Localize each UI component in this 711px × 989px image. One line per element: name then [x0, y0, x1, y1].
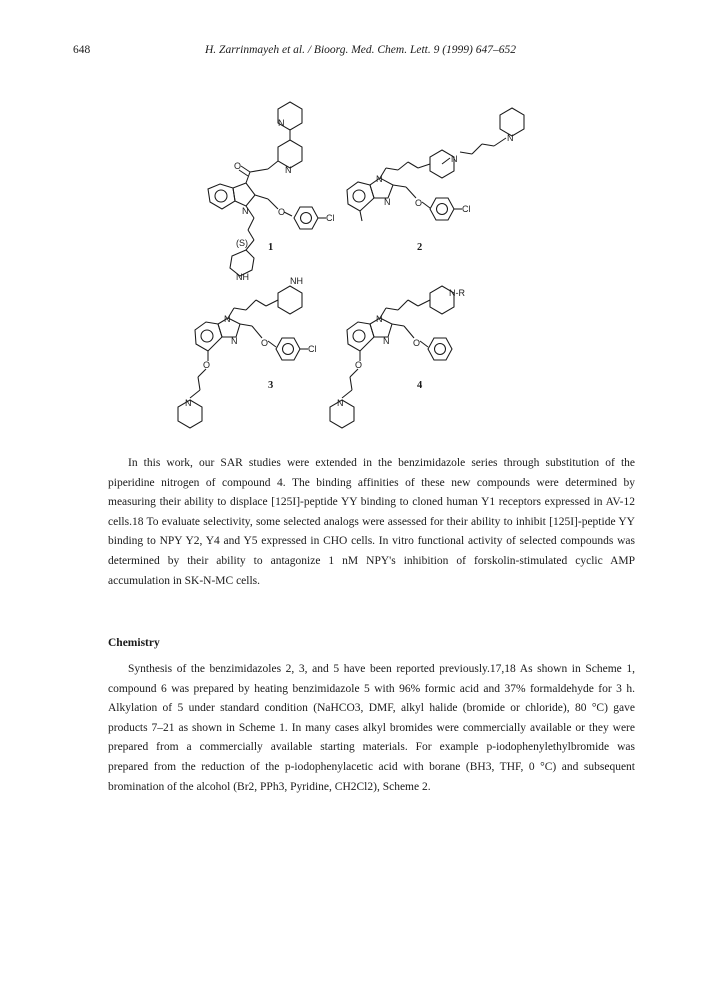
chemical-structures	[150, 88, 550, 438]
atom-label-nh: NH	[236, 272, 249, 282]
atom-label-cl: Cl	[462, 204, 471, 214]
text-line: prepared from a commercially available starting materials. For example p-iodophenylethylbromide was	[108, 741, 635, 754]
atom-label-n: N	[507, 133, 514, 143]
text-line: Synthesis of the benzimidazoles 2, 3, and 5 have been reported previously.17,18 As shown in Scheme 1,	[128, 663, 635, 675]
structures-figure	[150, 88, 550, 438]
text-line: determined by their ability to antagonize 1 nM NPY's inhibition of forskolin-stimulated cyclic AMP	[108, 554, 635, 567]
atom-label-n: N	[224, 314, 231, 324]
atom-label-n: N	[376, 314, 383, 324]
text-line: prepared from the reduction of the p-iodophenylacetic acid with borane (BH3, THF, 0 °C) and subsequent	[108, 760, 635, 773]
compound-2-structure	[347, 108, 524, 253]
compound-4-structure	[330, 286, 465, 428]
text-line: Alkylation of 5 under standard condition (NaHCO3, DMF, alkyl halide (bromide or chloride), 80 °C) gave	[108, 702, 635, 715]
atom-label-nr: N-R	[449, 288, 465, 298]
text-line: bromination of the alcohol (Br2, PPh3, Pyridine, CH2Cl2), Scheme 2.	[108, 780, 431, 793]
text-line: piperidine nitrogen of compound 4. The binding affinities of these new compounds were determined by	[108, 476, 635, 489]
text-line: In this work, our SAR studies were extended in the benzimidazole series through substitution of the	[128, 457, 635, 469]
atom-label-o: O	[203, 360, 211, 370]
atom-label-n: N	[376, 174, 383, 184]
stereo-label: (S)	[236, 238, 248, 248]
atom-label-o: O	[234, 161, 242, 171]
compound-label-1: 1	[268, 242, 274, 253]
atom-label-o: O	[415, 198, 423, 208]
compound-1-structure	[208, 102, 335, 282]
text-line: measuring their ability to displace [125I]-peptide YY binding to cloned human Y1 receptors expressed in AV-12	[108, 496, 635, 509]
compound-label-2: 2	[417, 242, 423, 253]
atom-label-o: O	[413, 338, 421, 348]
text-line: products 7–21 as shown in Scheme 1. In many cases alkyl bromides were commercially available or they were	[108, 721, 635, 734]
atom-label-nh: NH	[290, 276, 303, 286]
atom-label-n: N	[285, 165, 292, 175]
text-line: cells.18 To evaluate selectivity, some selected analogs were assessed for their ability to inhibit [125I]-peptide YY	[108, 515, 635, 528]
section-heading-chemistry: Chemistry	[108, 637, 160, 649]
running-head: H. Zarrinmayeh et al. / Bioorg. Med. Chem. Lett. 9 (1999) 647–652	[205, 44, 517, 56]
text-line: accumulation in SK-N-MC cells.	[108, 574, 261, 587]
atom-label-cl: Cl	[326, 213, 335, 223]
atom-label-n: N	[451, 154, 458, 164]
compound-label-3: 3	[268, 380, 274, 391]
compound-3-structure	[178, 276, 317, 428]
text-line: binding to NPY Y2, Y4 and Y5 expressed in CHO cells. In vitro functional activity of selected compounds was	[108, 535, 635, 548]
paragraph-chemistry	[108, 660, 635, 797]
atom-label-n: N	[242, 206, 249, 216]
atom-label-cl: Cl	[308, 344, 317, 354]
atom-label-n: N	[278, 118, 285, 128]
atom-label-o: O	[355, 360, 363, 370]
paragraph-sar	[108, 454, 635, 591]
page-number: 648	[73, 44, 91, 56]
atom-label-o: O	[261, 338, 269, 348]
atom-label-n: N	[185, 398, 192, 408]
atom-label-n: N	[383, 336, 390, 346]
compound-label-4: 4	[417, 380, 423, 391]
atom-label-n: N	[337, 398, 344, 408]
text-line: compound 6 was prepared by heating benzimidazole 5 with 96% formic acid and 37% formaldehyde for 3 h.	[108, 682, 635, 695]
atom-label-o: O	[278, 207, 286, 217]
atom-label-n: N	[231, 336, 238, 346]
atom-label-n: N	[384, 197, 391, 207]
